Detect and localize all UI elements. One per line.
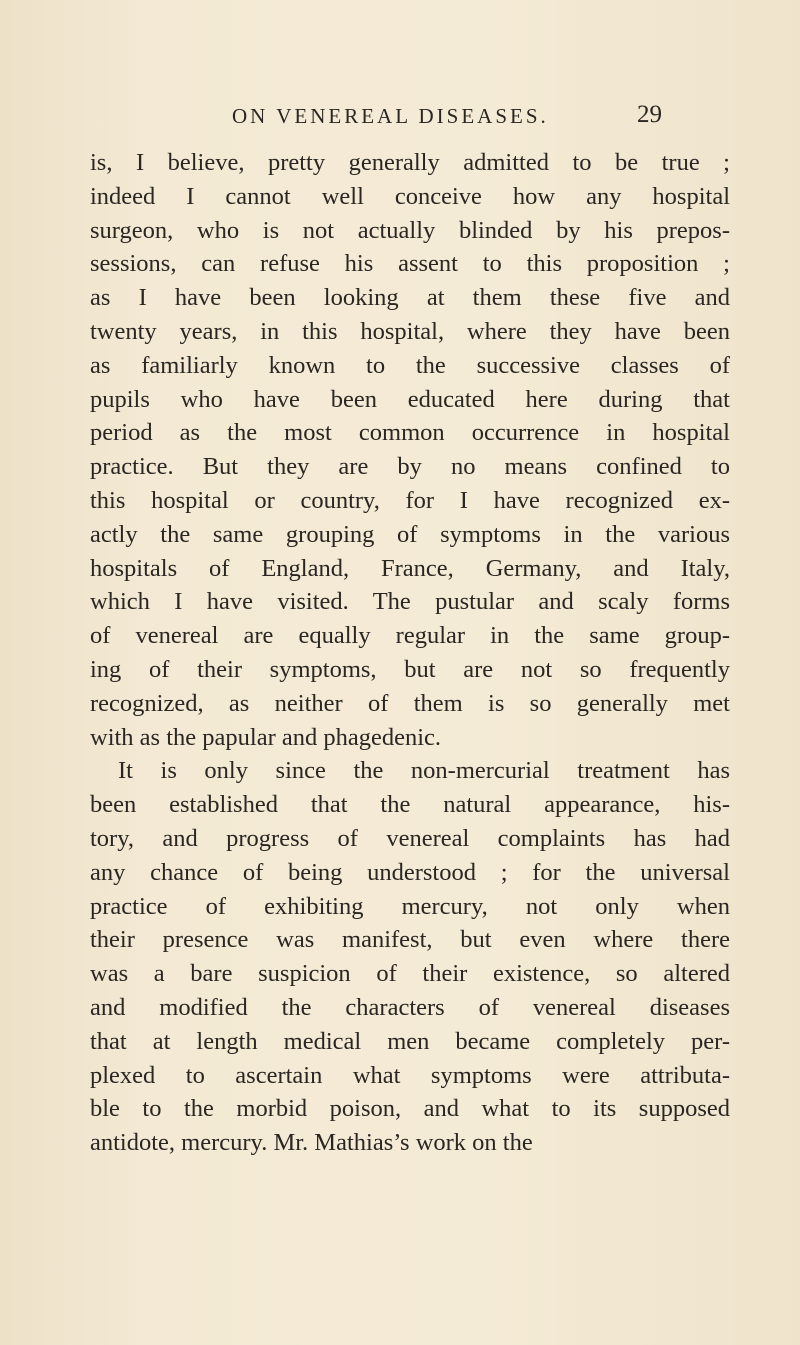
text-line: pupils who have been educated here during that (90, 385, 730, 413)
text-line: plexed to ascertain what symptoms were attributa- (90, 1061, 730, 1089)
text-line: indeed I cannot well conceive how any hospital (90, 182, 730, 210)
text-line: tory, and progress of venereal complaints has had (90, 824, 730, 852)
text-line: which I have visited. The pustular and scaly forms (90, 588, 730, 616)
text-line: and modified the characters of venereal diseases (90, 993, 730, 1021)
text-line: is, I believe, pretty generally admitted to be true ; (90, 149, 730, 176)
text-line: recognized, as neither of them is so generally met (90, 689, 730, 717)
text-line: was a bare suspicion of their existence, so altered (90, 960, 730, 988)
page-number: 29 (637, 101, 662, 128)
text-line: actly the same grouping of symptoms in the various (90, 520, 730, 548)
text-line: that at length medical men became completely per- (90, 1027, 730, 1055)
text-line: ing of their symptoms, but are not so frequently (90, 655, 730, 683)
text-line: antidote, mercury. Mr. Mathias’s work on the (90, 1129, 533, 1157)
text-line: practice. But they are by no means confined to (90, 453, 730, 481)
text-line: hospitals of England, France, Germany, and Italy, (90, 554, 730, 582)
text-line: been established that the natural appearance, his- (90, 791, 730, 819)
text-line: this hospital or country, for I have recognized ex- (90, 486, 730, 514)
text-line: ble to the morbid poison, and what to its supposed (90, 1095, 730, 1123)
text-line: practice of exhibiting mercury, not only when (90, 892, 730, 920)
page-header (232, 101, 662, 136)
text-line: sessions, can refuse his assent to this proposition ; (90, 250, 730, 278)
text-line: any chance of being understood ; for the universal (90, 858, 730, 886)
running-title: ON VENEREAL DISEASES. (232, 104, 549, 128)
text-line: with as the papular and phagedenic. (90, 723, 442, 751)
body-text (90, 146, 730, 1160)
text-line: their presence was manifest, but even where there (90, 926, 730, 954)
text-line: twenty years, in this hospital, where they have been (90, 317, 730, 345)
text-line: It is only since the non-mercurial treatment has (118, 757, 730, 785)
text-line: period as the most common occurrence in hospital (90, 419, 730, 447)
text-line: surgeon, who is not actually blinded by his prepos- (90, 216, 730, 244)
text-line: as I have been looking at them these five and (90, 284, 730, 312)
text-line: of venereal are equally regular in the same group- (90, 622, 730, 650)
text-line: as familiarly known to the successive classes of (90, 351, 730, 379)
